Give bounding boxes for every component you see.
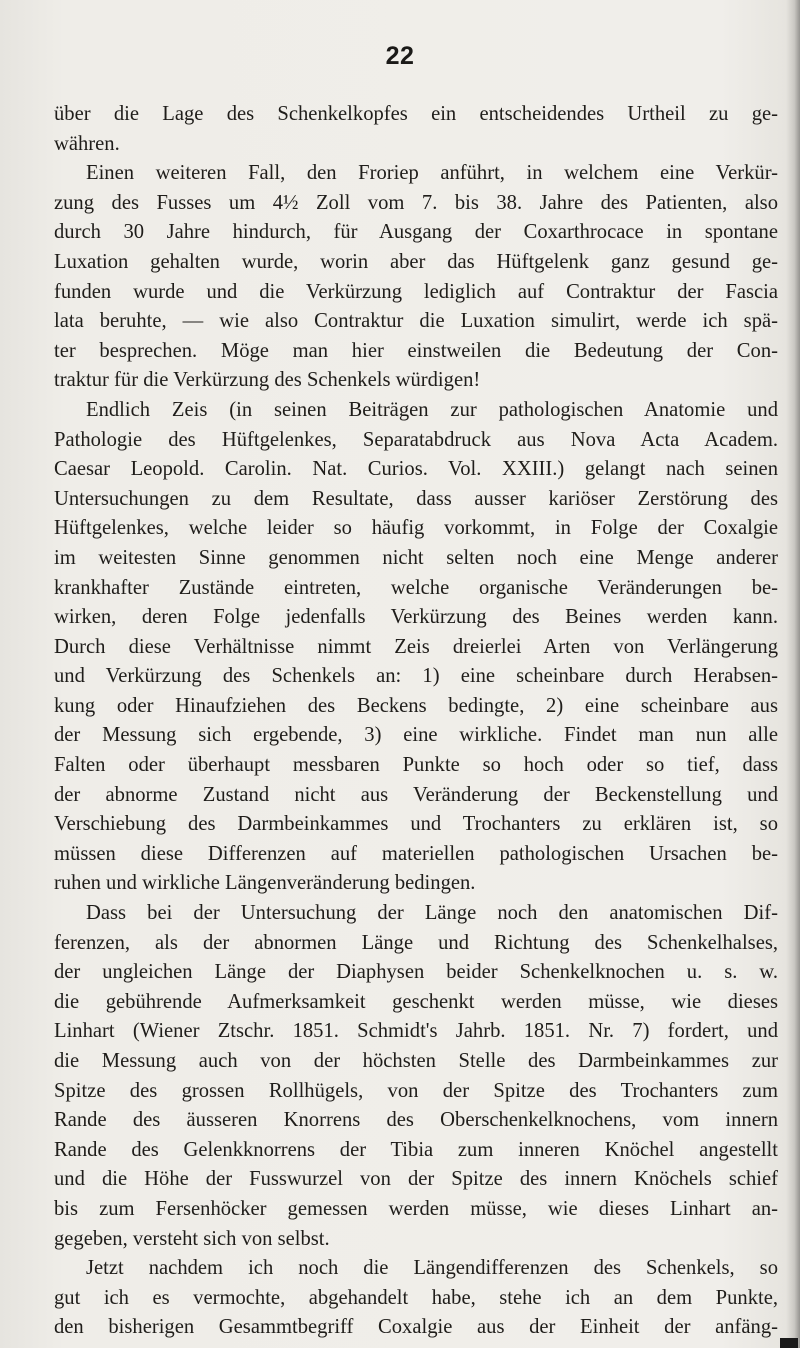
text-line: ruhen und wirkliche Längenveränderung bedingen. — [54, 872, 476, 895]
text-line: der ungleichen Länge der Diaphysen beider Schenkelknochen u. s. w. — [54, 961, 778, 984]
text-line: Untersuchungen zu dem Resultate, dass ausser kariöser Zerstörung des — [54, 487, 778, 510]
text-line: Jetzt nachdem ich noch die Längendifferenzen des Schenkels, so — [86, 1257, 778, 1280]
text-line: Rande des äusseren Knorrens des Oberschenkelknochens, vom innern — [54, 1109, 778, 1132]
text-line: Falten oder überhaupt messbaren Punkte so hoch oder so tief, dass — [54, 754, 778, 777]
text-line: funden wurde und die Verkürzung lediglich auf Contraktur der Fascia — [54, 280, 778, 303]
text-line: der Messung sich ergebende, 3) eine wirkliche. Findet man nun alle — [54, 724, 778, 747]
text-line: müssen diese Differenzen auf materiellen pathologischen Ursachen be- — [54, 842, 778, 865]
page-edge-shadow — [786, 0, 800, 1348]
text-line: Hüftgelenkes, welche leider so häufig vorkommt, in Folge der Coxalgie — [54, 517, 778, 540]
text-line: krankhafter Zustände eintreten, welche organische Veränderungen be- — [54, 576, 778, 599]
text-line: lata beruhte, — wie also Contraktur die Luxation simulirt, werde ich spä- — [54, 310, 778, 333]
page-number: 22 — [385, 42, 415, 70]
text-line: Durch diese Verhältnisse nimmt Zeis dreierlei Arten von Verlängerung — [54, 635, 778, 658]
text-line: kung oder Hinaufziehen des Beckens bedingte, 2) eine scheinbare aus — [54, 694, 778, 717]
text-line: Einen weiteren Fall, den Froriep anführt, in welchem eine Verkür- — [86, 162, 778, 185]
body-text — [54, 100, 778, 1343]
text-line: durch 30 Jahre hindurch, für Ausgang der Coxarthrocace in spontane — [54, 221, 778, 244]
text-line: gut ich es vermochte, abgehandelt habe, stehe ich an dem Punkte, — [54, 1286, 778, 1309]
text-line: Spitze des grossen Rollhügels, von der Spitze des Trochanters zum — [54, 1079, 778, 1102]
text-line: Endlich Zeis (in seinen Beiträgen zur pathologischen Anatomie und — [86, 398, 778, 421]
text-line: den bisherigen Gesammtbegriff Coxalgie aus der Einheit der anfäng- — [54, 1316, 778, 1339]
text-line: zung des Fusses um 4½ Zoll vom 7. bis 38. Jahre des Patienten, also — [54, 191, 778, 214]
text-line: Pathologie des Hüftgelenkes, Separatabdruck aus Nova Acta Academ. — [54, 428, 778, 451]
text-line: währen. — [54, 132, 120, 155]
text-line: traktur für die Verkürzung des Schenkels würdigen! — [54, 369, 481, 392]
text-line: ter besprechen. Möge man hier einstweilen die Bedeutung der Con- — [54, 339, 778, 362]
text-line: Verschiebung des Darmbeinkammes und Trochanters zu erklären ist, so — [54, 813, 778, 836]
text-line: die gebührende Aufmerksamkeit geschenkt werden müsse, wie dieses — [54, 990, 778, 1013]
text-line: und Verkürzung des Schenkels an: 1) eine scheinbare durch Herabsen- — [54, 665, 778, 688]
text-line: Luxation gehalten wurde, worin aber das Hüftgelenk ganz gesund ge- — [54, 250, 778, 273]
text-line: Caesar Leopold. Carolin. Nat. Curios. Vol. XXIII.) gelangt nach seinen — [54, 458, 778, 481]
text-line: bis zum Fersenhöcker gemessen werden müsse, wie dieses Linhart an- — [54, 1197, 778, 1220]
text-line: Rande des Gelenkknorrens der Tibia zum inneren Knöchel angestellt — [54, 1138, 778, 1161]
text-line: gegeben, versteht sich von selbst. — [54, 1227, 330, 1250]
text-line: die Messung auch von der höchsten Stelle des Darmbeinkammes zur — [54, 1050, 778, 1072]
text-line: ferenzen, als der abnormen Länge und Richtung des Schenkelhalses, — [54, 931, 778, 954]
text-line: und die Höhe der Fusswurzel von der Spitze des innern Knöchels schief — [54, 1168, 778, 1191]
text-line: im weitesten Sinne genommen nicht selten noch eine Menge anderer — [54, 546, 778, 569]
text-line: Dass bei der Untersuchung der Länge noch den anatomischen Dif- — [86, 902, 778, 925]
text-line: über die Lage des Schenkelkopfes ein entscheidendes Urtheil zu ge- — [54, 103, 778, 125]
text-line: der abnorme Zustand nicht aus Veränderung der Beckenstellung und — [54, 783, 778, 806]
text-line: Linhart (Wiener Ztschr. 1851. Schmidt's Jahrb. 1851. Nr. 7) fordert, und — [54, 1020, 778, 1043]
scan-corner-mark — [780, 1338, 798, 1348]
text-line: wirken, deren Folge jedenfalls Verkürzung des Beines werden kann. — [54, 606, 778, 629]
